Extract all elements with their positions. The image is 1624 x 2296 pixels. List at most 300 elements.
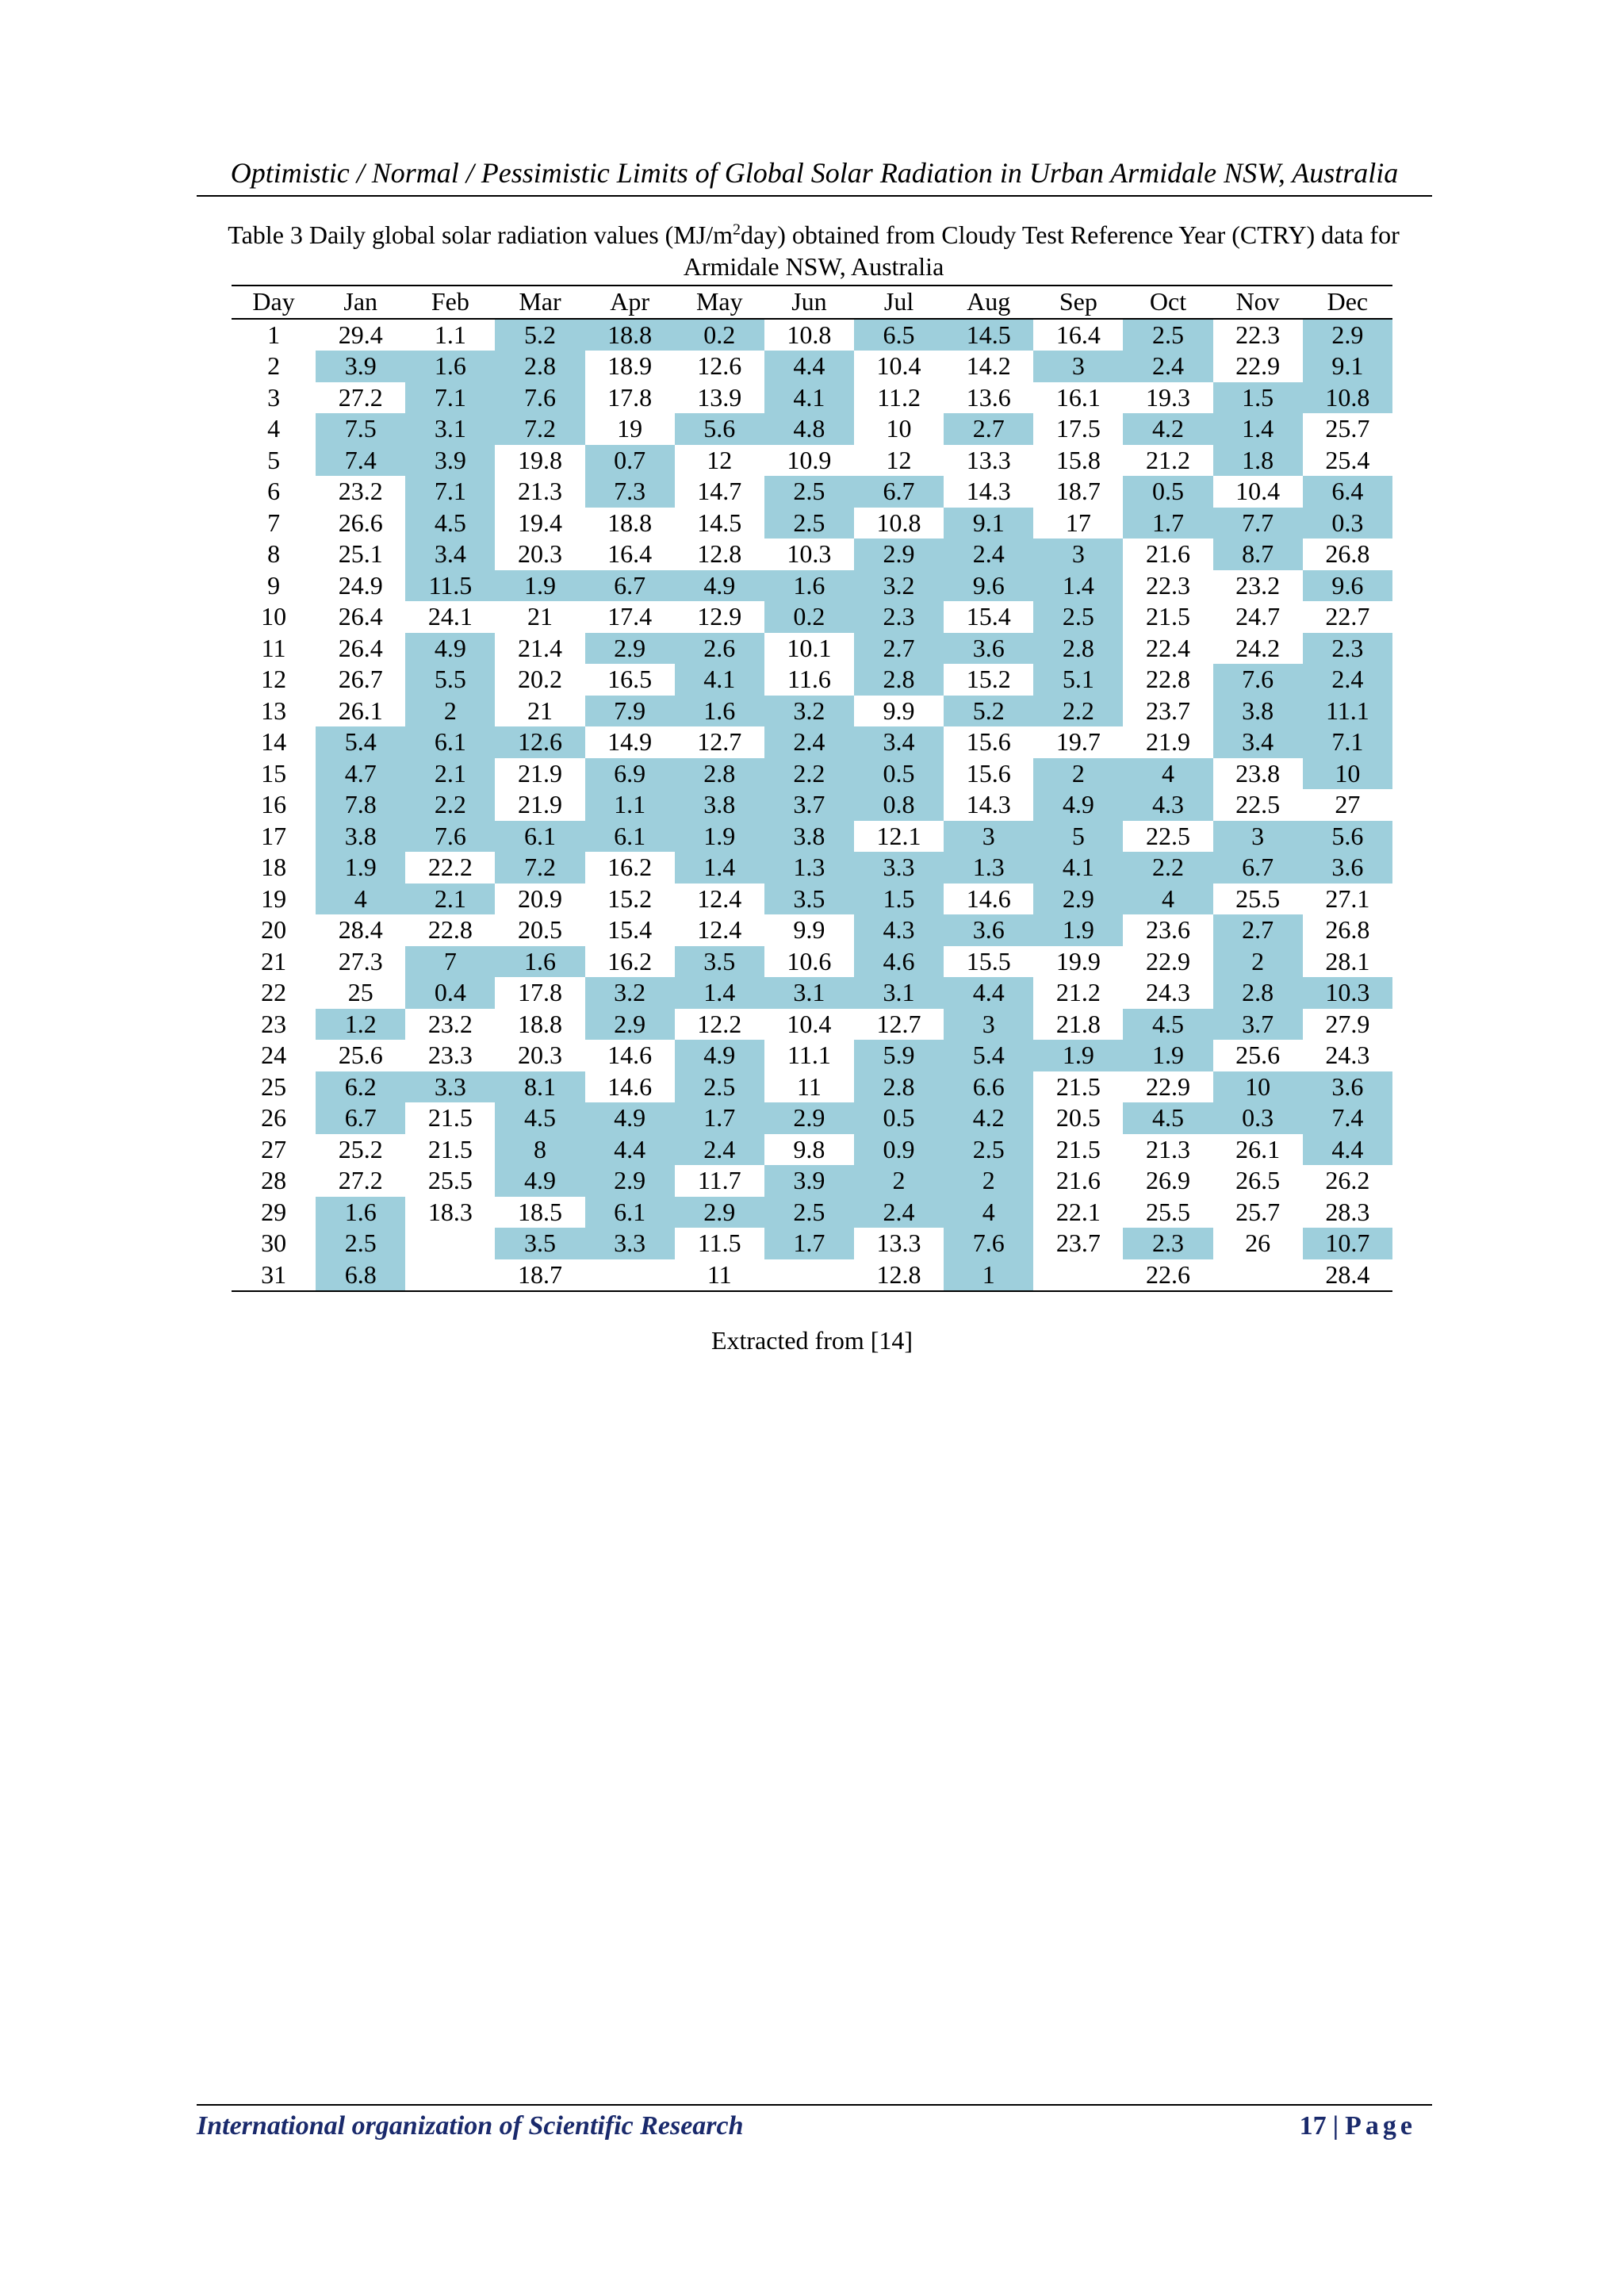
value-cell: 4.9 xyxy=(1033,789,1123,821)
value-cell: 15.2 xyxy=(607,884,653,913)
column-header-day: Day xyxy=(232,286,316,319)
journal-name: International organization of Scientific Research xyxy=(197,2111,744,2141)
value-cell: 10.3 xyxy=(1303,977,1392,1009)
value-cell: 3.5 xyxy=(675,946,764,978)
value-cell: 3.3 xyxy=(854,852,944,884)
value-cell: 5.2 xyxy=(944,696,1033,727)
value-cell: 3.6 xyxy=(944,914,1033,946)
value-cell: 21.4 xyxy=(517,633,562,662)
value-cell: 3 xyxy=(944,1009,1033,1041)
value-cell xyxy=(1033,1259,1123,1292)
value-cell xyxy=(764,1259,854,1292)
value-cell: 7.6 xyxy=(495,382,584,414)
day-cell: 8 xyxy=(267,539,281,569)
value-cell: 10.6 xyxy=(787,946,832,976)
value-cell: 22.7 xyxy=(1325,602,1370,631)
value-cell: 6.1 xyxy=(585,821,675,853)
value-cell: 15.6 xyxy=(966,758,1011,788)
table-row xyxy=(232,1009,1392,1041)
value-cell: 2.8 xyxy=(854,1071,944,1103)
value-cell: 2.2 xyxy=(405,789,495,821)
value-cell: 21.5 xyxy=(1055,1071,1101,1101)
day-cell: 6 xyxy=(267,477,281,506)
table-row xyxy=(232,884,1392,915)
value-cell: 14.7 xyxy=(697,477,742,506)
value-cell: 10.9 xyxy=(787,445,832,474)
value-cell: 19.4 xyxy=(517,508,562,537)
value-cell xyxy=(405,1228,495,1259)
day-cell: 18 xyxy=(261,853,287,882)
value-cell: 22.1 xyxy=(1055,1197,1101,1226)
value-cell: 2.5 xyxy=(764,476,854,508)
value-cell: 4 xyxy=(1123,884,1212,915)
value-cell: 1.5 xyxy=(854,884,944,915)
value-cell: 10.7 xyxy=(1303,1228,1392,1259)
value-cell: 2.5 xyxy=(675,1071,764,1103)
value-cell: 9.9 xyxy=(883,696,915,725)
value-cell: 22.9 xyxy=(1145,1071,1190,1101)
caption-text: Table 3 Daily global solar radiation values (MJ/m xyxy=(228,220,733,249)
value-cell: 2.1 xyxy=(405,884,495,915)
value-cell: 11.5 xyxy=(697,1228,741,1258)
value-cell: 1.6 xyxy=(675,696,764,727)
value-cell: 22.8 xyxy=(1145,665,1190,694)
value-cell: 2.2 xyxy=(1033,696,1123,727)
value-cell: 1.9 xyxy=(1033,1040,1123,1071)
value-cell: 10.8 xyxy=(876,508,921,537)
value-cell: 3.7 xyxy=(1213,1009,1303,1041)
value-cell: 21.5 xyxy=(1055,1134,1101,1163)
value-cell: 3 xyxy=(1213,821,1303,853)
value-cell: 0.3 xyxy=(1303,508,1392,539)
table-row xyxy=(232,821,1392,853)
value-cell: 21.8 xyxy=(1055,1009,1101,1038)
value-cell: 22.3 xyxy=(1235,320,1281,349)
value-cell: 27.2 xyxy=(338,1166,383,1195)
value-cell: 27.1 xyxy=(1325,884,1370,913)
value-cell xyxy=(585,1259,675,1292)
table-row xyxy=(232,977,1392,1009)
day-cell: 24 xyxy=(261,1041,287,1070)
day-cell: 9 xyxy=(267,570,281,600)
value-cell: 21.3 xyxy=(517,477,562,506)
value-cell: 2 xyxy=(1033,758,1123,790)
value-cell: 18.8 xyxy=(607,508,653,537)
value-cell: 0.8 xyxy=(854,789,944,821)
table-row xyxy=(232,476,1392,508)
value-cell: 19.9 xyxy=(1055,946,1101,976)
value-cell: 2.4 xyxy=(944,539,1033,570)
value-cell: 26.9 xyxy=(1145,1166,1190,1195)
value-cell: 6.4 xyxy=(1303,476,1392,508)
value-cell: 2.2 xyxy=(764,758,854,790)
table-row xyxy=(232,351,1392,382)
value-cell: 24.1 xyxy=(427,602,473,631)
value-cell: 9.1 xyxy=(944,508,1033,539)
table-row xyxy=(232,664,1392,696)
day-cell: 1 xyxy=(267,320,281,349)
value-cell: 3.4 xyxy=(405,539,495,570)
column-header-jun: Jun xyxy=(764,286,854,319)
value-cell: 17.8 xyxy=(607,382,653,412)
value-cell: 9.6 xyxy=(944,570,1033,602)
footer-rule xyxy=(197,2104,1432,2106)
day-cell: 31 xyxy=(232,1259,316,1292)
value-cell: 11.2 xyxy=(877,382,921,412)
value-cell: 2.9 xyxy=(585,1009,675,1041)
value-cell: 10 xyxy=(886,414,912,443)
value-cell: 21.9 xyxy=(517,790,562,819)
value-cell: 4.6 xyxy=(854,946,944,978)
value-cell: 4.4 xyxy=(585,1134,675,1166)
column-header-sep: Sep xyxy=(1033,286,1123,319)
value-cell: 19.7 xyxy=(1055,727,1101,757)
value-cell: 2 xyxy=(1213,946,1303,978)
value-cell: 12.6 xyxy=(697,351,742,381)
value-cell: 5.6 xyxy=(1303,821,1392,853)
day-cell: 21 xyxy=(261,946,287,976)
value-cell: 25.5 xyxy=(1145,1197,1190,1226)
value-cell: 3.2 xyxy=(585,977,675,1009)
value-cell: 29.4 xyxy=(338,320,383,349)
value-cell: 21 xyxy=(527,602,553,631)
value-cell: 14.9 xyxy=(607,727,653,757)
value-cell: 4.3 xyxy=(854,914,944,946)
value-cell: 7.2 xyxy=(495,852,584,884)
day-cell: 11 xyxy=(261,633,286,662)
value-cell: 2.9 xyxy=(585,1165,675,1197)
value-cell: 9.8 xyxy=(793,1134,825,1163)
value-cell: 21 xyxy=(527,696,553,725)
value-cell: 22.6 xyxy=(1123,1259,1212,1292)
value-cell: 12.9 xyxy=(697,602,742,631)
value-cell: 10.4 xyxy=(1235,477,1281,506)
value-cell: 16.4 xyxy=(607,539,653,569)
value-cell: 18.7 xyxy=(495,1259,584,1292)
value-cell: 2.4 xyxy=(675,1134,764,1166)
day-cell: 22 xyxy=(261,978,287,1007)
day-cell: 29 xyxy=(261,1197,287,1226)
value-cell: 23.7 xyxy=(1055,1228,1101,1258)
day-cell: 12 xyxy=(261,665,287,694)
value-cell: 1.9 xyxy=(495,570,584,602)
day-cell: 13 xyxy=(261,696,287,725)
value-cell xyxy=(405,1259,495,1292)
value-cell: 4.8 xyxy=(764,413,854,445)
value-cell: 23.2 xyxy=(427,1009,473,1038)
value-cell: 4.5 xyxy=(1123,1102,1212,1134)
value-cell: 27 xyxy=(1335,790,1361,819)
value-cell: 11.1 xyxy=(787,1041,831,1070)
value-cell: 5.5 xyxy=(405,664,495,696)
value-cell: 3.8 xyxy=(764,821,854,853)
value-cell: 7.6 xyxy=(1213,664,1303,696)
value-cell: 0.9 xyxy=(854,1134,944,1166)
value-cell: 4.4 xyxy=(944,977,1033,1009)
value-cell: 4.9 xyxy=(675,1040,764,1071)
page-word: Page xyxy=(1345,2111,1416,2141)
value-cell: 18.8 xyxy=(585,319,675,351)
value-cell: 15.2 xyxy=(966,665,1011,694)
table-row xyxy=(232,413,1392,445)
value-cell: 2.9 xyxy=(854,539,944,570)
value-cell: 10.8 xyxy=(787,320,832,349)
value-cell: 26.8 xyxy=(1325,539,1370,569)
value-cell: 2.1 xyxy=(405,758,495,790)
table-row xyxy=(232,1040,1392,1071)
column-header-jan: Jan xyxy=(316,286,405,319)
value-cell: 7.6 xyxy=(405,821,495,853)
header-rule xyxy=(197,195,1432,197)
value-cell: 0.3 xyxy=(1213,1102,1303,1134)
value-cell: 3 xyxy=(1033,351,1123,382)
value-cell: 4.1 xyxy=(1033,852,1123,884)
value-cell: 21.2 xyxy=(1055,978,1101,1007)
value-cell: 16.5 xyxy=(607,665,653,694)
value-cell: 15.5 xyxy=(966,946,1011,976)
day-cell: 5 xyxy=(267,445,281,474)
column-header-apr: Apr xyxy=(585,286,675,319)
value-cell: 5.4 xyxy=(944,1040,1033,1071)
value-cell: 9.1 xyxy=(1303,351,1392,382)
caption-text-continued: day) obtained from Cloudy Test Reference Year (CTRY) data for Armidale NSW, Australia xyxy=(683,220,1400,281)
column-header-oct: Oct xyxy=(1123,286,1212,319)
value-cell: 2.5 xyxy=(1033,601,1123,633)
value-cell: 16.1 xyxy=(1055,382,1101,412)
value-cell: 4.9 xyxy=(495,1165,584,1197)
value-cell: 0.2 xyxy=(764,601,854,633)
value-cell: 1.7 xyxy=(675,1102,764,1134)
value-cell: 14.6 xyxy=(607,1071,653,1101)
page-separator: | xyxy=(1332,2111,1339,2141)
value-cell: 6.1 xyxy=(585,1197,675,1228)
value-cell: 24.7 xyxy=(1235,602,1281,631)
value-cell: 24.3 xyxy=(1145,978,1190,1007)
value-cell: 2.5 xyxy=(1123,319,1212,351)
value-cell: 13.6 xyxy=(966,382,1011,412)
day-cell: 23 xyxy=(261,1009,287,1038)
value-cell: 2.3 xyxy=(1123,1228,1212,1259)
value-cell: 7.6 xyxy=(944,1228,1033,1259)
value-cell: 11.5 xyxy=(405,570,495,602)
value-cell: 11 xyxy=(797,1071,822,1101)
value-cell: 10.3 xyxy=(787,539,832,569)
value-cell: 3.1 xyxy=(405,413,495,445)
table-row xyxy=(232,758,1392,790)
value-cell: 21.6 xyxy=(1145,539,1190,569)
value-cell: 13.9 xyxy=(697,382,742,412)
column-header-mar: Mar xyxy=(495,286,584,319)
value-cell: 2 xyxy=(854,1165,944,1197)
value-cell: 12 xyxy=(707,445,733,474)
value-cell: 15.4 xyxy=(607,915,653,945)
value-cell: 3.6 xyxy=(944,633,1033,665)
value-cell: 6.7 xyxy=(854,476,944,508)
value-cell: 4.9 xyxy=(405,633,495,665)
value-cell: 15.6 xyxy=(966,727,1011,757)
value-cell: 4.7 xyxy=(316,758,405,790)
value-cell: 20.9 xyxy=(517,884,562,913)
value-cell: 20.2 xyxy=(517,665,562,694)
value-cell: 15.8 xyxy=(1055,445,1101,474)
value-cell: 2.9 xyxy=(675,1197,764,1228)
value-cell: 1.1 xyxy=(434,320,466,349)
value-cell: 12.8 xyxy=(854,1259,944,1292)
value-cell: 7.7 xyxy=(1213,508,1303,539)
value-cell: 14.6 xyxy=(607,1041,653,1070)
value-cell: 2.3 xyxy=(854,601,944,633)
value-cell: 20.5 xyxy=(517,915,562,945)
value-cell: 3.8 xyxy=(675,789,764,821)
value-cell: 25.6 xyxy=(1235,1041,1281,1070)
value-cell: 3.9 xyxy=(764,1165,854,1197)
value-cell: 8 xyxy=(495,1134,584,1166)
value-cell: 3.6 xyxy=(1303,1071,1392,1103)
value-cell: 4.5 xyxy=(1123,1009,1212,1041)
value-cell: 17.8 xyxy=(517,978,562,1007)
value-cell: 2.4 xyxy=(764,726,854,758)
value-cell: 14.5 xyxy=(697,508,742,537)
value-cell xyxy=(1213,1259,1303,1292)
value-cell: 17 xyxy=(1065,508,1091,537)
value-cell: 1.4 xyxy=(1033,570,1123,602)
day-cell: 3 xyxy=(267,382,281,412)
source-note: Extracted from [14] xyxy=(710,1326,914,1355)
value-cell: 12.4 xyxy=(697,884,742,913)
day-cell: 2 xyxy=(267,351,281,381)
value-cell: 2.9 xyxy=(1033,884,1123,915)
value-cell: 26 xyxy=(1245,1228,1271,1258)
value-cell: 2 xyxy=(944,1165,1033,1197)
value-cell: 3.5 xyxy=(495,1228,584,1259)
value-cell: 7.1 xyxy=(405,476,495,508)
value-cell: 22.5 xyxy=(1145,821,1190,850)
page-number: 17 xyxy=(1299,2111,1327,2141)
value-cell: 2.7 xyxy=(944,413,1033,445)
value-cell: 25.7 xyxy=(1325,414,1370,443)
value-cell: 7 xyxy=(405,946,495,978)
value-cell: 1.8 xyxy=(1213,445,1303,477)
value-cell: 1.4 xyxy=(1213,413,1303,445)
value-cell: 3.3 xyxy=(585,1228,675,1259)
value-cell: 2 xyxy=(405,696,495,727)
value-cell: 3.5 xyxy=(764,884,854,915)
value-cell: 12.8 xyxy=(697,539,742,569)
value-cell: 13.3 xyxy=(876,1228,921,1258)
value-cell: 0.7 xyxy=(585,445,675,477)
day-cell: 17 xyxy=(261,821,287,850)
table-row xyxy=(232,633,1392,665)
value-cell: 1.4 xyxy=(675,852,764,884)
value-cell: 2.9 xyxy=(1303,319,1392,351)
table-row xyxy=(232,570,1392,602)
value-cell: 2.8 xyxy=(1033,633,1123,665)
value-cell: 7.2 xyxy=(495,413,584,445)
value-cell: 2.4 xyxy=(1303,664,1392,696)
value-cell: 14.3 xyxy=(966,790,1011,819)
value-cell: 14.3 xyxy=(966,477,1011,506)
value-cell: 12.1 xyxy=(876,821,921,850)
value-cell: 4.4 xyxy=(1303,1134,1392,1166)
value-cell: 1.6 xyxy=(764,570,854,602)
value-cell: 23.6 xyxy=(1145,915,1190,945)
value-cell: 19 xyxy=(617,414,643,443)
table-row xyxy=(232,726,1392,758)
value-cell: 12 xyxy=(886,445,912,474)
value-cell: 19.3 xyxy=(1145,382,1190,412)
value-cell: 3.9 xyxy=(405,445,495,477)
day-cell: 10 xyxy=(261,602,287,631)
value-cell: 2.3 xyxy=(1303,633,1392,665)
page-indicator xyxy=(1253,2110,1416,2143)
value-cell: 6.7 xyxy=(316,1102,405,1134)
value-cell: 2.5 xyxy=(316,1228,405,1259)
value-cell: 11 xyxy=(675,1259,764,1292)
value-cell: 7.9 xyxy=(585,696,675,727)
value-cell: 7.1 xyxy=(1303,726,1392,758)
table-row xyxy=(232,508,1392,539)
value-cell: 19.8 xyxy=(517,445,562,474)
column-header-feb: Feb xyxy=(405,286,495,319)
day-cell: 28 xyxy=(261,1166,287,1195)
value-cell: 22.8 xyxy=(427,915,473,945)
day-cell: 25 xyxy=(261,1071,287,1101)
value-cell: 14.5 xyxy=(944,319,1033,351)
caption-superscript: 2 xyxy=(733,220,741,239)
table-row xyxy=(232,601,1392,633)
value-cell: 14.6 xyxy=(966,884,1011,913)
value-cell: 2.9 xyxy=(764,1102,854,1134)
value-cell: 20.5 xyxy=(1055,1103,1101,1133)
value-cell: 1.9 xyxy=(316,852,405,884)
value-cell: 5.6 xyxy=(675,413,764,445)
table-row xyxy=(232,946,1392,978)
value-cell: 2.8 xyxy=(854,664,944,696)
value-cell: 22.4 xyxy=(1145,633,1190,662)
value-cell: 22.9 xyxy=(1145,946,1190,976)
value-cell: 4.5 xyxy=(495,1102,584,1134)
value-cell: 4.9 xyxy=(585,1102,675,1134)
value-cell: 10.4 xyxy=(787,1009,832,1038)
value-cell: 1.6 xyxy=(495,946,584,978)
value-cell: 22.9 xyxy=(1235,351,1281,381)
value-cell: 4.1 xyxy=(675,664,764,696)
value-cell: 7.8 xyxy=(316,789,405,821)
value-cell: 3.1 xyxy=(764,977,854,1009)
value-cell: 18.3 xyxy=(427,1197,473,1226)
value-cell: 25.6 xyxy=(338,1041,383,1070)
value-cell: 2.5 xyxy=(764,508,854,539)
value-cell: 1.5 xyxy=(1213,382,1303,414)
value-cell: 4.4 xyxy=(764,351,854,382)
value-cell: 2.5 xyxy=(764,1197,854,1228)
value-cell: 1.3 xyxy=(764,852,854,884)
table-row xyxy=(232,1197,1392,1228)
value-cell: 26.8 xyxy=(1325,915,1370,945)
value-cell: 5.1 xyxy=(1033,664,1123,696)
value-cell: 8.7 xyxy=(1213,539,1303,570)
value-cell: 21.3 xyxy=(1145,1134,1190,1163)
value-cell: 10.4 xyxy=(876,351,921,381)
value-cell: 3.3 xyxy=(405,1071,495,1103)
value-cell: 4.1 xyxy=(764,382,854,414)
table-row xyxy=(232,852,1392,884)
value-cell: 23.2 xyxy=(1235,570,1281,600)
value-cell: 7.4 xyxy=(316,445,405,477)
day-cell: 20 xyxy=(261,915,287,945)
value-cell: 2.2 xyxy=(1123,852,1212,884)
value-cell: 21.5 xyxy=(1145,602,1190,631)
